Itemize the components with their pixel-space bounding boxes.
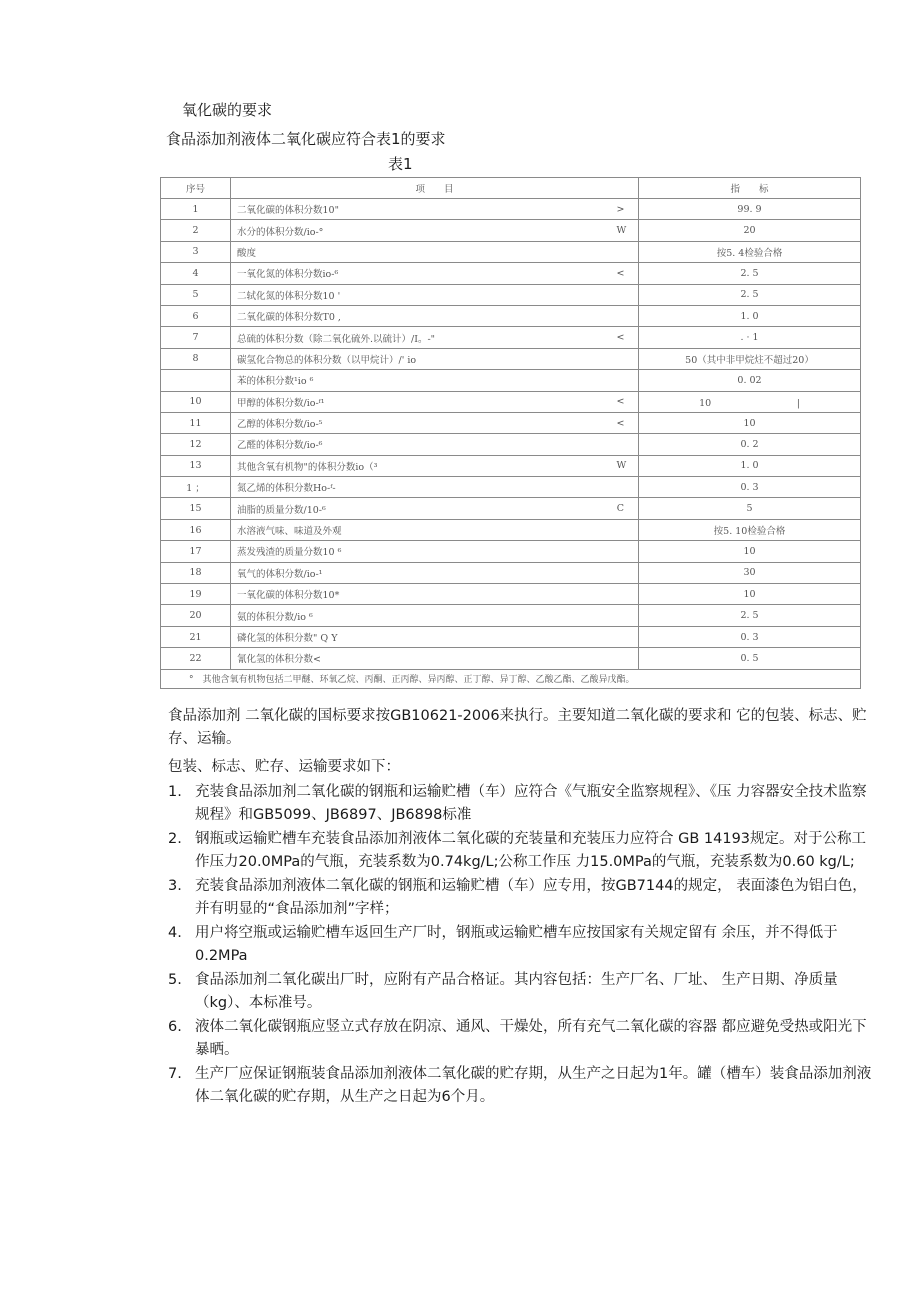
row-mark <box>613 348 639 369</box>
row-value: 按5. 10检验合格 <box>639 519 861 540</box>
row-item: 磷化氢的体积分数" Q Y <box>231 626 613 647</box>
table-row <box>161 541 861 562</box>
row-seq: 11 <box>161 412 231 433</box>
row-item: 氮乙烯的体积分数Ho-ᶠ- <box>231 477 613 498</box>
row-mark: W <box>613 220 639 241</box>
row-value: 按5. 4检验合格 <box>639 241 861 262</box>
row-value: 10 <box>639 584 861 605</box>
row-seq: 1 <box>161 199 231 220</box>
list-item-number: 3. <box>168 878 182 894</box>
row-seq: 22 <box>161 648 231 669</box>
list-item <box>168 828 873 874</box>
header-value: 指 标 <box>639 178 861 199</box>
row-value: 10 <box>639 541 861 562</box>
table-row <box>161 519 861 540</box>
list-item-text: 钢瓶或运输贮槽车充装食品添加剂液体二氧化碳的充装量和充装压力应符合 GB 14193规定。对于公称工作压力20.0MPa的气瓶，充装系数为0.74kg/L;公称工作压 力15.0MPa的气瓶，充装系数为0.60 kg/L; <box>195 831 867 870</box>
row-item: 水分的体积分数/io-° <box>231 220 613 241</box>
requirements-intro: 包装、标志、贮存、运输要求如下： <box>168 759 400 775</box>
row-seq: 7 <box>161 327 231 348</box>
list-item-text: 液体二氧化碳钢瓶应竖立式存放在阴凉、通风、干燥处，所有充气二氧化碳的容器 都应避免受热或阳光下暴晒。 <box>195 1019 867 1058</box>
row-item: 二氧化碳的体积分数T0 , <box>231 305 613 326</box>
row-item: 碳氢化合物总的体积分数（以甲烷计）/' io <box>231 348 613 369</box>
row-item: 乙醇的体积分数/io-⁵ <box>231 412 613 433</box>
row-value: 1. 0 <box>639 455 861 476</box>
requirements-list <box>168 781 873 1110</box>
row-value: 99. 9 <box>639 199 861 220</box>
row-mark: < <box>613 412 639 433</box>
row-item: 总硫的体积分数（除二氧化硫外.以硫计）/I。-" <box>231 327 613 348</box>
row-seq: 5 <box>161 284 231 305</box>
table-row <box>161 263 861 284</box>
row-mark <box>613 541 639 562</box>
row-seq: 20 <box>161 605 231 626</box>
list-item-number: 7. <box>168 1066 182 1082</box>
table-header-row <box>161 178 861 199</box>
table-row <box>161 455 861 476</box>
row-seq: 4 <box>161 263 231 284</box>
table-row <box>161 370 861 391</box>
row-item: 氰化氢的体积分数< <box>231 648 613 669</box>
row-item: 氧气的体积分数/io-¹ <box>231 562 613 583</box>
row-value: 10 <box>639 412 861 433</box>
spec-table <box>160 177 861 689</box>
row-seq: 21 <box>161 626 231 647</box>
row-value: 0. 5 <box>639 648 861 669</box>
row-item: 酸度 <box>231 241 613 262</box>
row-seq: 3 <box>161 241 231 262</box>
row-value: 0. 2 <box>639 434 861 455</box>
row-item: 甲醇的体积分数/io-ᶠ¹ <box>231 391 613 412</box>
row-value: 0. 3 <box>639 626 861 647</box>
row-mark: < <box>613 263 639 284</box>
row-seq: 17 <box>161 541 231 562</box>
row-mark: W <box>613 455 639 476</box>
row-seq: 6 <box>161 305 231 326</box>
row-item: 一氧化氮的体积分数io-⁶ <box>231 263 613 284</box>
table-caption: 表1 <box>388 155 413 173</box>
row-mark: > <box>613 199 639 220</box>
row-item: 乙醛的体积分数/io-⁶ <box>231 434 613 455</box>
list-item-text: 食品添加剂二氧化碳出厂时，应附有产品合格证。其内容包括：生产厂名、厂址、 生产日期、净质量（kg）、本标准号。 <box>195 972 838 1011</box>
table-footnote-row <box>161 669 861 688</box>
row-value: 0. 02 <box>639 370 861 391</box>
row-seq: 8 <box>161 348 231 369</box>
row-seq: 19 <box>161 584 231 605</box>
table-row <box>161 605 861 626</box>
row-value: 2. 5 <box>639 284 861 305</box>
table-row <box>161 584 861 605</box>
row-seq: 18 <box>161 562 231 583</box>
row-seq: 15 <box>161 498 231 519</box>
table-row <box>161 562 861 583</box>
row-seq: 16 <box>161 519 231 540</box>
row-mark <box>613 584 639 605</box>
table-row <box>161 477 861 498</box>
list-item-number: 2. <box>168 831 182 847</box>
row-item: 二轼化氮的体积分数10 ' <box>231 284 613 305</box>
row-seq: 13 <box>161 455 231 476</box>
table-row <box>161 498 861 519</box>
row-value: 10 | <box>639 391 861 412</box>
row-value: 5 <box>639 498 861 519</box>
row-mark: C <box>613 498 639 519</box>
table-row <box>161 348 861 369</box>
table-row <box>161 412 861 433</box>
table-row <box>161 648 861 669</box>
header-seq: 序号 <box>161 178 231 199</box>
table-row <box>161 434 861 455</box>
list-item-text: 充装食品添加剂液体二氧化碳的钢瓶和运输贮槽（车）应专用，按GB7144的规定， 表面漆色为铝白色，并有明显的“食品添加剂”字样； <box>195 878 867 917</box>
row-mark <box>613 519 639 540</box>
row-mark <box>613 648 639 669</box>
row-mark <box>613 562 639 583</box>
table-row <box>161 284 861 305</box>
row-value: 30 <box>639 562 861 583</box>
list-item <box>168 781 873 827</box>
list-item-text: 充装食品添加剂二氧化碳的钢瓶和运输贮槽（车）应符合《气瓶安全监察规程》、《压 力容器安全技术监察规程》和GB5099、JB6897、JB6898标准 <box>195 784 867 823</box>
row-mark <box>613 605 639 626</box>
row-item: 氨的体积分数/io ⁶ <box>231 605 613 626</box>
row-mark <box>613 477 639 498</box>
list-item-number: 6. <box>168 1019 182 1035</box>
list-item-text: 用户将空瓶或运输贮槽车返回生产厂时，钢瓶或运输贮槽车应按国家有关规定留有 余压，并不得低于0.2MPa <box>195 925 838 964</box>
standard-paragraph: 食品添加剂 二氧化碳的国标要求按GB10621-2006来执行。主要知道二氧化碳的要求和 它的包装、标志、贮存、运输。 <box>168 708 867 747</box>
row-mark <box>613 434 639 455</box>
row-value: 2. 5 <box>639 263 861 284</box>
row-value: . · 1 <box>639 327 861 348</box>
table-row <box>161 305 861 326</box>
header-item: 项 目 <box>231 178 639 199</box>
intro-heading: 食品添加剂液体二氧化碳应符合表1的要求 <box>166 130 446 148</box>
list-item-text: 生产厂应保证钢瓶装食品添加剂液体二氧化碳的贮存期，从生产之日起为1年。罐（槽车）装食品添加剂液体二氧化碳的贮存期，从生产之日起为6个月。 <box>195 1066 872 1105</box>
list-item-number: 4. <box>168 925 182 941</box>
table-row <box>161 626 861 647</box>
table-row <box>161 327 861 348</box>
row-item: 油脂的质量分数/10-⁶ <box>231 498 613 519</box>
row-item: 一氧化碳的体积分数10* <box>231 584 613 605</box>
list-item <box>168 875 873 921</box>
row-item: 水溶液气味、味道及外观 <box>231 519 613 540</box>
row-mark <box>613 626 639 647</box>
list-item <box>168 1063 873 1109</box>
row-value: 0. 3 <box>639 477 861 498</box>
row-seq: 10 <box>161 391 231 412</box>
section-heading: 氧化碳的要求 <box>182 101 273 119</box>
row-seq <box>161 370 231 391</box>
row-seq: 1 ； <box>161 477 231 498</box>
row-value: 50（其中非甲烷炷不超过20） <box>639 348 861 369</box>
table-row <box>161 391 861 412</box>
row-mark: < <box>613 327 639 348</box>
table-row <box>161 241 861 262</box>
list-item <box>168 1016 873 1062</box>
row-mark <box>613 305 639 326</box>
list-item <box>168 922 873 968</box>
list-item <box>168 969 873 1015</box>
row-value: 20 <box>639 220 861 241</box>
list-item-number: 1. <box>168 784 182 800</box>
row-mark <box>613 284 639 305</box>
row-item: 苯的体积分数¹io ⁶ <box>231 370 613 391</box>
row-mark <box>613 241 639 262</box>
list-item-number: 5. <box>168 972 182 988</box>
table-footnote: ° 其他含氧有机物包括二甲醚、环氧乙烷、丙酮、正丙醇、异丙醇、正丁醇、异丁醇、乙酸乙酯、乙酸异戊酯。 <box>161 669 861 688</box>
row-item: 其他含氧有机物"的体积分数io（³ <box>231 455 613 476</box>
table-row <box>161 220 861 241</box>
row-mark <box>613 370 639 391</box>
table-row <box>161 199 861 220</box>
row-seq: 2 <box>161 220 231 241</box>
row-value: 2. 5 <box>639 605 861 626</box>
row-item: 蒸发残渣的质量分数10 ⁶ <box>231 541 613 562</box>
row-value: 1. 0 <box>639 305 861 326</box>
row-seq: 12 <box>161 434 231 455</box>
row-mark: < <box>613 391 639 412</box>
row-item: 二氧化碳的体积分数10" <box>231 199 613 220</box>
